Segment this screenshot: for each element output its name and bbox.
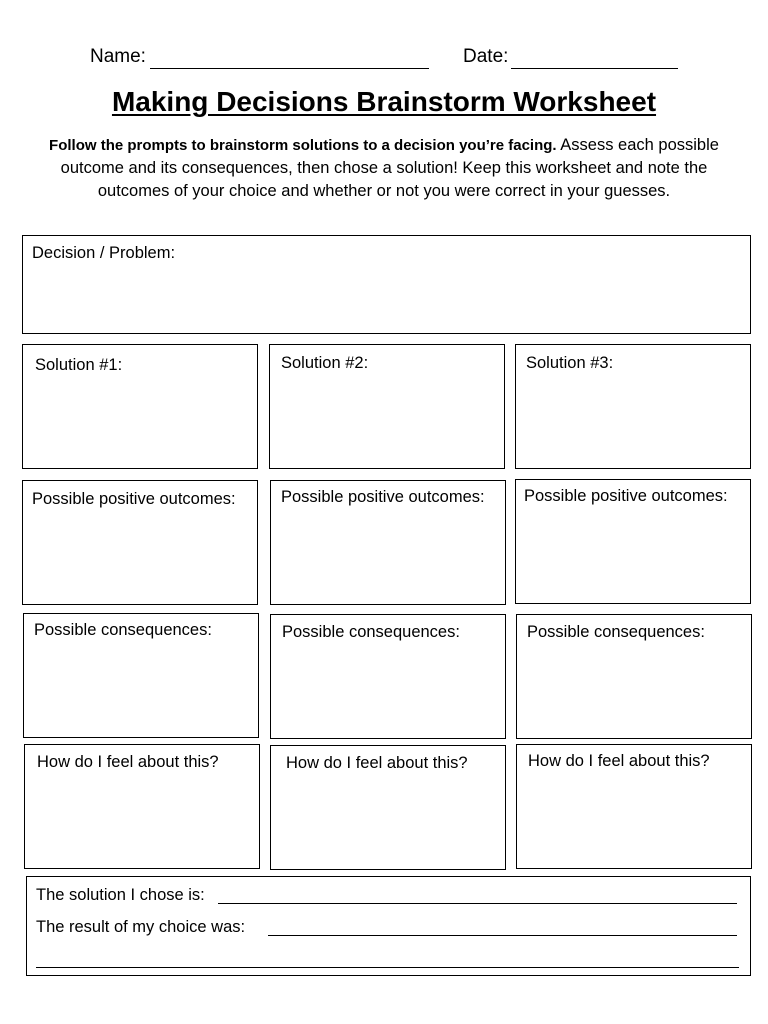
decision-problem-label: Decision / Problem: <box>32 244 176 262</box>
feel-1-label: How do I feel about this? <box>37 753 219 771</box>
feel-1-box[interactable] <box>24 744 260 869</box>
consequences-1-label: Possible consequences: <box>34 621 212 639</box>
positive-outcomes-3-label: Possible positive outcomes: <box>524 487 728 505</box>
solution-3-box[interactable] <box>515 344 751 469</box>
solution-2-box[interactable] <box>269 344 505 469</box>
date-field[interactable] <box>511 68 678 69</box>
positive-outcomes-1-box[interactable] <box>22 480 258 605</box>
solution-chosen-line[interactable] <box>218 903 737 904</box>
result-label: The result of my choice was: <box>36 918 246 936</box>
solution-1-label: Solution #1: <box>35 356 123 374</box>
solution-chosen-label: The solution I chose is: <box>36 886 205 904</box>
positive-outcomes-2-box[interactable] <box>270 480 506 605</box>
solution-3-label: Solution #3: <box>526 354 614 372</box>
intro-text: Assess each possible outcome and its consequences, then chose a solution! Keep this worksheet and note the outcomes of your choice and whether or not you were correct in your guesses. <box>60 136 719 200</box>
name-field[interactable] <box>150 68 429 69</box>
feel-3-box[interactable] <box>516 744 752 869</box>
choice-result-box <box>26 876 751 976</box>
positive-outcomes-2-label: Possible positive outcomes: <box>281 488 485 506</box>
feel-2-label: How do I feel about this? <box>286 754 468 772</box>
name-label: Name: <box>90 46 146 67</box>
date-label: Date: <box>463 46 509 67</box>
page-title: Making Decisions Brainstorm Worksheet <box>111 86 657 117</box>
consequences-2-label: Possible consequences: <box>282 623 460 641</box>
positive-outcomes-1-label: Possible positive outcomes: <box>32 490 236 508</box>
consequences-3-label: Possible consequences: <box>527 623 705 641</box>
decision-problem-box[interactable] <box>22 235 751 334</box>
consequences-2-box[interactable] <box>270 614 506 739</box>
positive-outcomes-3-box[interactable] <box>515 479 751 604</box>
intro-bold-text: Follow the prompts to brainstorm solutions to a decision you’re facing. <box>49 137 557 154</box>
solution-1-box[interactable] <box>22 344 258 469</box>
feel-2-box[interactable] <box>270 745 506 870</box>
consequences-1-box[interactable] <box>23 613 259 738</box>
extra-result-line[interactable] <box>36 967 739 968</box>
result-line[interactable] <box>268 935 737 936</box>
consequences-3-box[interactable] <box>516 614 752 739</box>
solution-2-label: Solution #2: <box>281 354 369 372</box>
feel-3-label: How do I feel about this? <box>528 752 710 770</box>
intro-paragraph <box>40 134 728 203</box>
